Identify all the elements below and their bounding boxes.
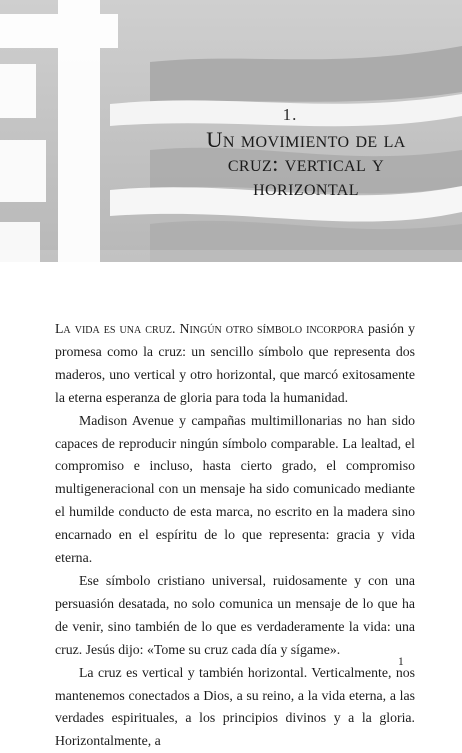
chapter-title-line: Un movimiento de la [206, 127, 406, 152]
chapter-banner [0, 0, 462, 262]
paragraph: Ese símbolo cristiano universal, ruidosamente y con una persuasión desatada, no solo comunica un mensaje de lo que ha de venir, sino también de lo que es verdaderamente la vida: una cruz. Jesús dijo: «Tome su cruz cada día y sígame». [55, 572, 415, 657]
chapter-body [55, 318, 415, 753]
opening-paragraph [55, 318, 415, 410]
chapter-number: 1. [282, 105, 298, 124]
chapter-title [150, 128, 462, 200]
paragraph: Madison Avenue y campañas multimillonarias no han sido capaces de reproducir ningún símbolo comparable. La lealtad, el compromiso e incluso, hasta cierto grado, el compromiso multigeneracional con un mensaje ha sido comunicado mediante el humilde conducto de esta marca, no escrito en la madera sino encarnado en el espíritu de lo que representa: gracia y vida eterna. [55, 412, 415, 566]
chapter-title-line: cruz: vertical y [227, 151, 385, 176]
lead-in-smallcaps: La vida es una cruz. Ningún otro símbolo incorpora [55, 321, 364, 336]
page-number: 1 [398, 656, 404, 668]
paragraph-text: pasión y promesa como la cruz: un sencillo símbolo que representa dos maderos, uno vertical y otro horizontal, que marcó exitosamente la eterna esperanza de gloria para toda la humanidad. [55, 321, 415, 405]
chapter-title-line: horizontal [253, 175, 359, 200]
paragraph: La cruz es vertical y también horizontal. Verticalmente, nos mantenemos conectados a Dios, a su reino, a la vida eterna, a las verdades espirituales, a los principios divinos y a la gloria. Horizontalmente, a [55, 664, 415, 749]
